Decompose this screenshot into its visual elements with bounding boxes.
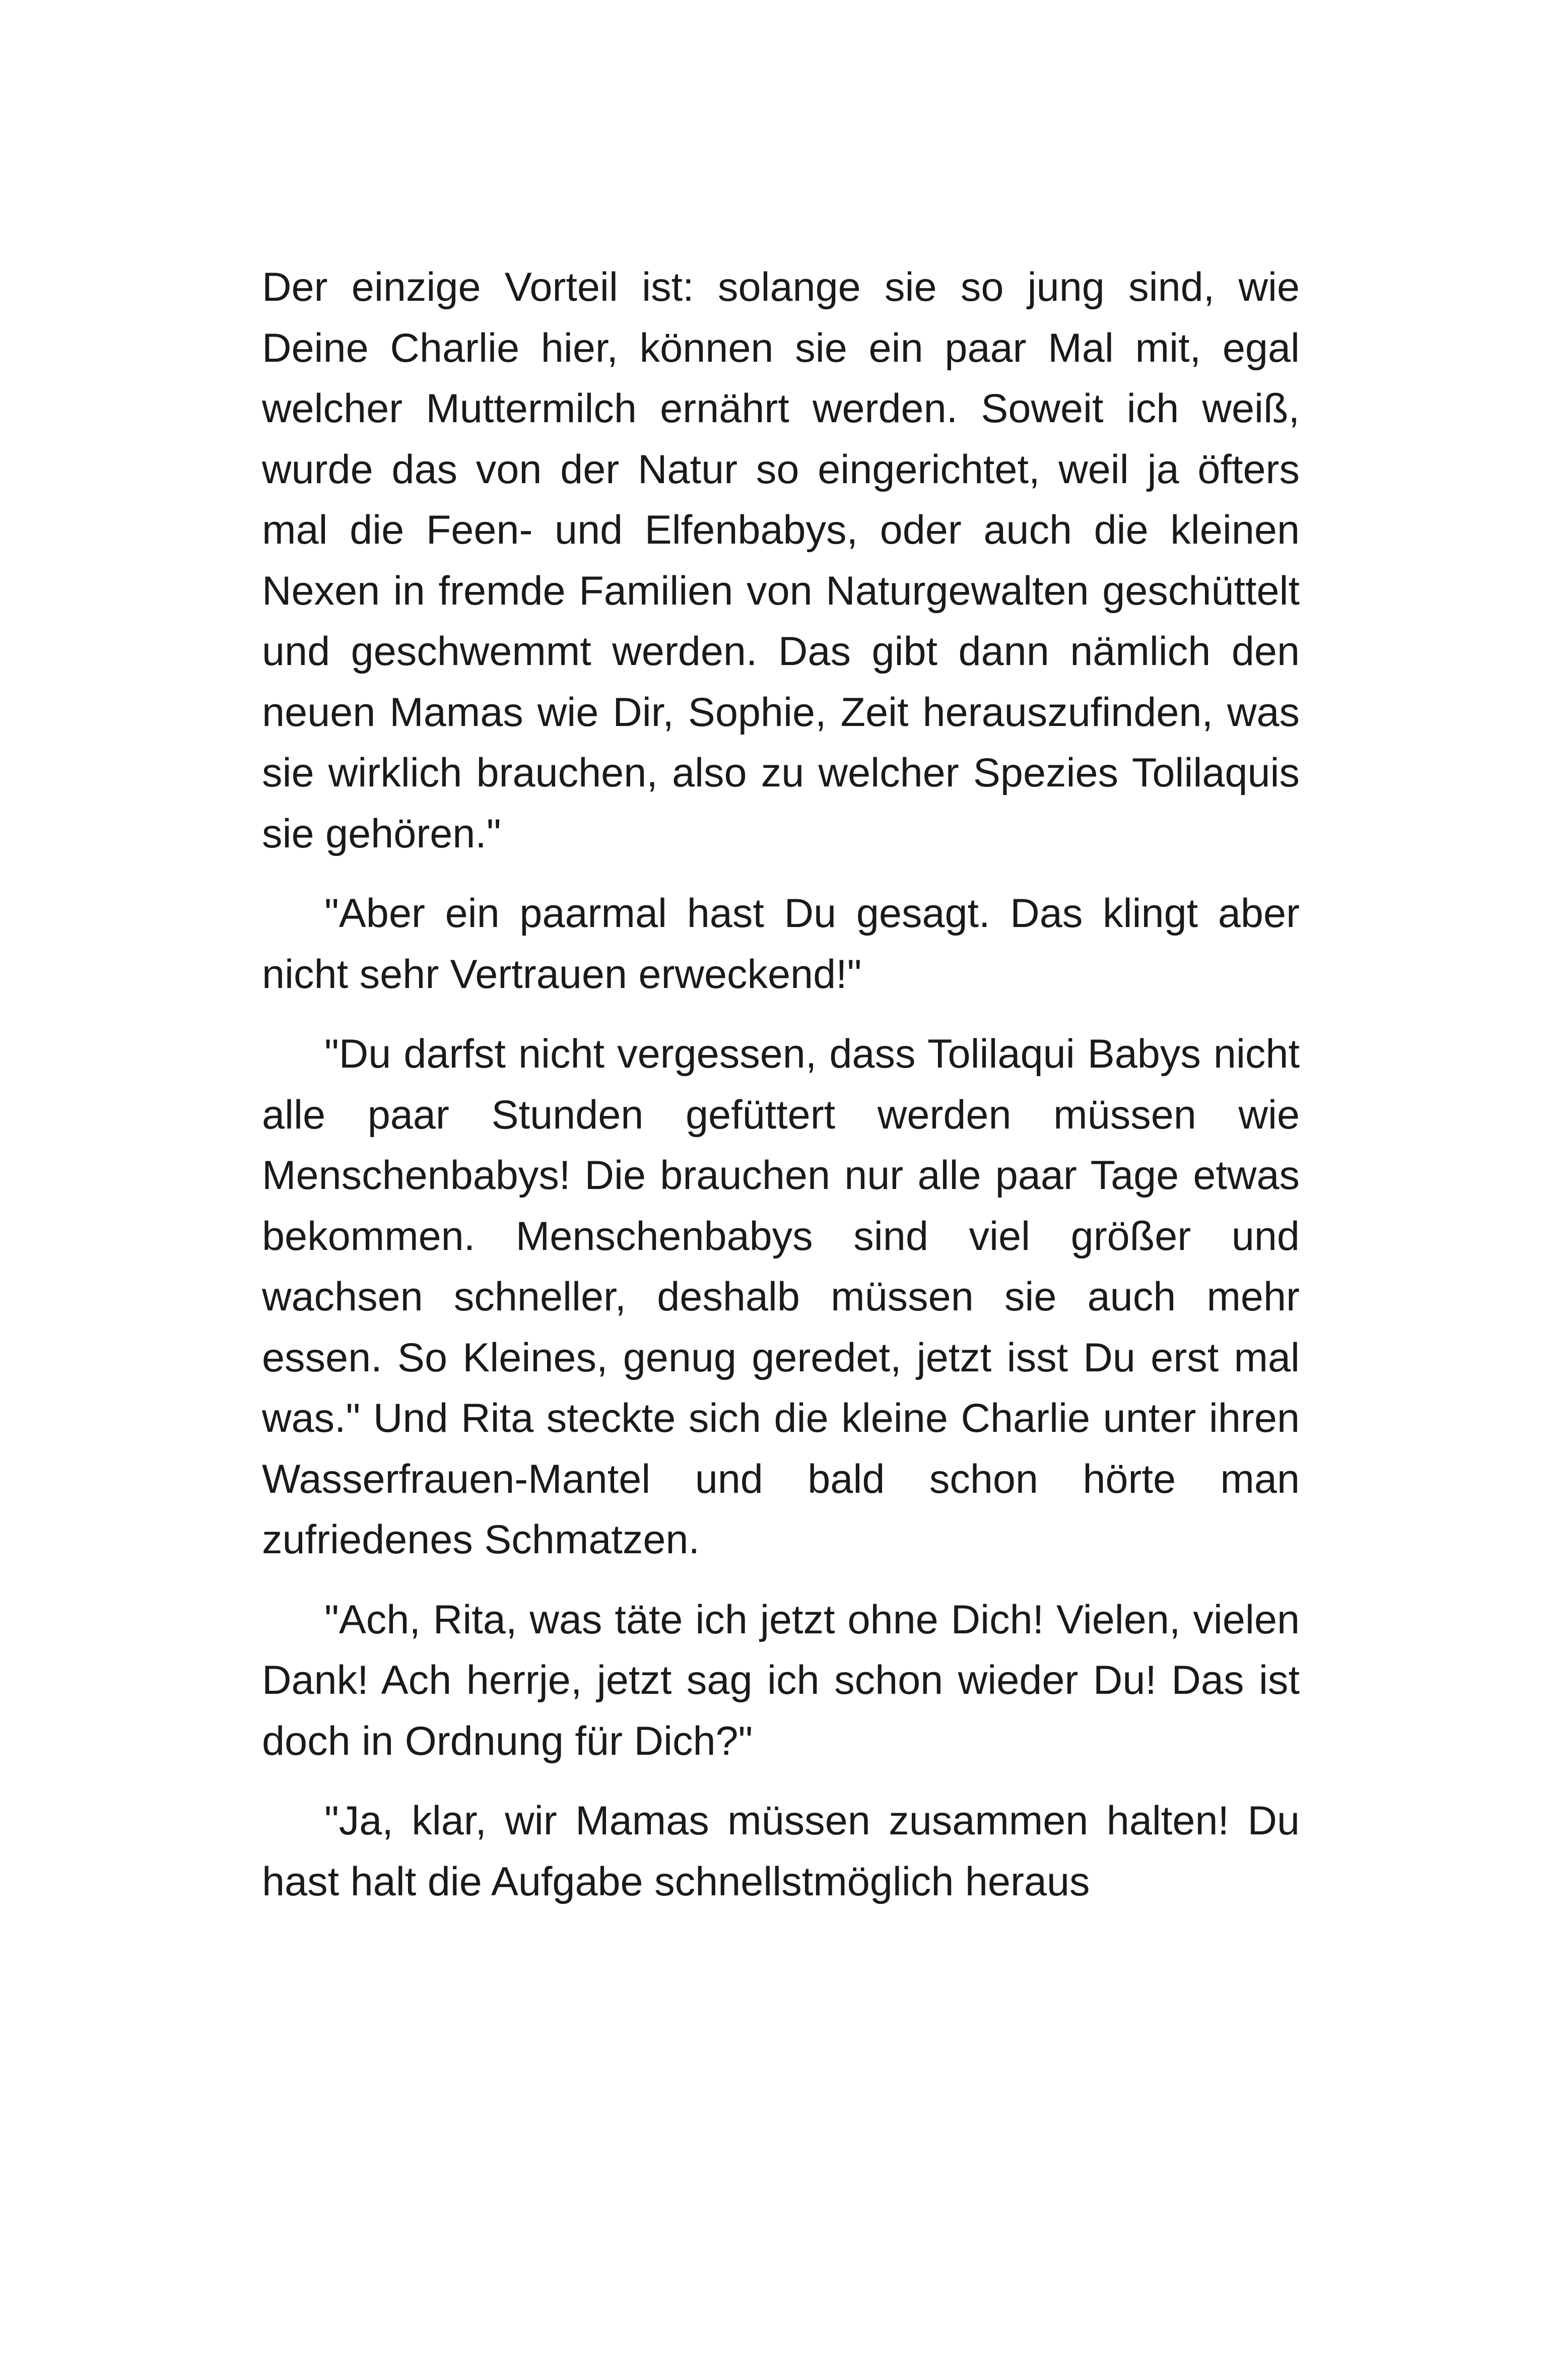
- paragraph: Der einzige Vorteil ist: solange sie so jung sind, wie Deine Charlie hier, können sie ein paar Mal mit, egal welcher Muttermilch ernährt werden. Soweit ich weiß, wurde das von der Natur so eingerichtet, weil ja öfters mal die Feen- und Elfenbabys, oder auch die kleinen Nexen in fremde Familien von Naturgewalten geschüttelt und geschwemmt werden. Das gibt dann nämlich den neuen Mamas wie Dir, Sophie, Zeit herauszufinden, was sie wirklich brauchen, also zu welcher Spezies Tolilaquis sie gehören.": [262, 265, 1300, 856]
- paragraph: "Ja, klar, wir Mamas müssen zusammen halten! Du hast halt die Aufgabe schnellstmöglich heraus: [262, 1798, 1300, 1904]
- paragraph: "Ach, Rita, was täte ich jetzt ohne Dich! Vielen, vielen Dank! Ach herrje, jetzt sag ich schon wieder Du! Das ist doch in Ordnung für Dich?": [262, 1597, 1300, 1764]
- paragraph: "Du darfst nicht vergessen, dass Tolilaqui Babys nicht alle paar Stunden gefüttert werden müssen wie Menschenbabys! Die brauchen nur alle paar Tage etwas bekommen. Menschenbabys sind viel größer und wachsen schneller, deshalb müssen sie auch mehr essen. So Kleines, genug geredet, jetzt isst Du erst mal was." Und Rita steckte sich die kleine Charlie unter ihren Wasserfrauen-Mantel und bald schon hörte man zufriedenes Schmatzen.: [262, 1031, 1300, 1562]
- page-text: [262, 257, 1300, 1931]
- paragraph: "Aber ein paarmal hast Du gesagt. Das klingt aber nicht sehr Vertrauen erweckend!": [262, 891, 1300, 997]
